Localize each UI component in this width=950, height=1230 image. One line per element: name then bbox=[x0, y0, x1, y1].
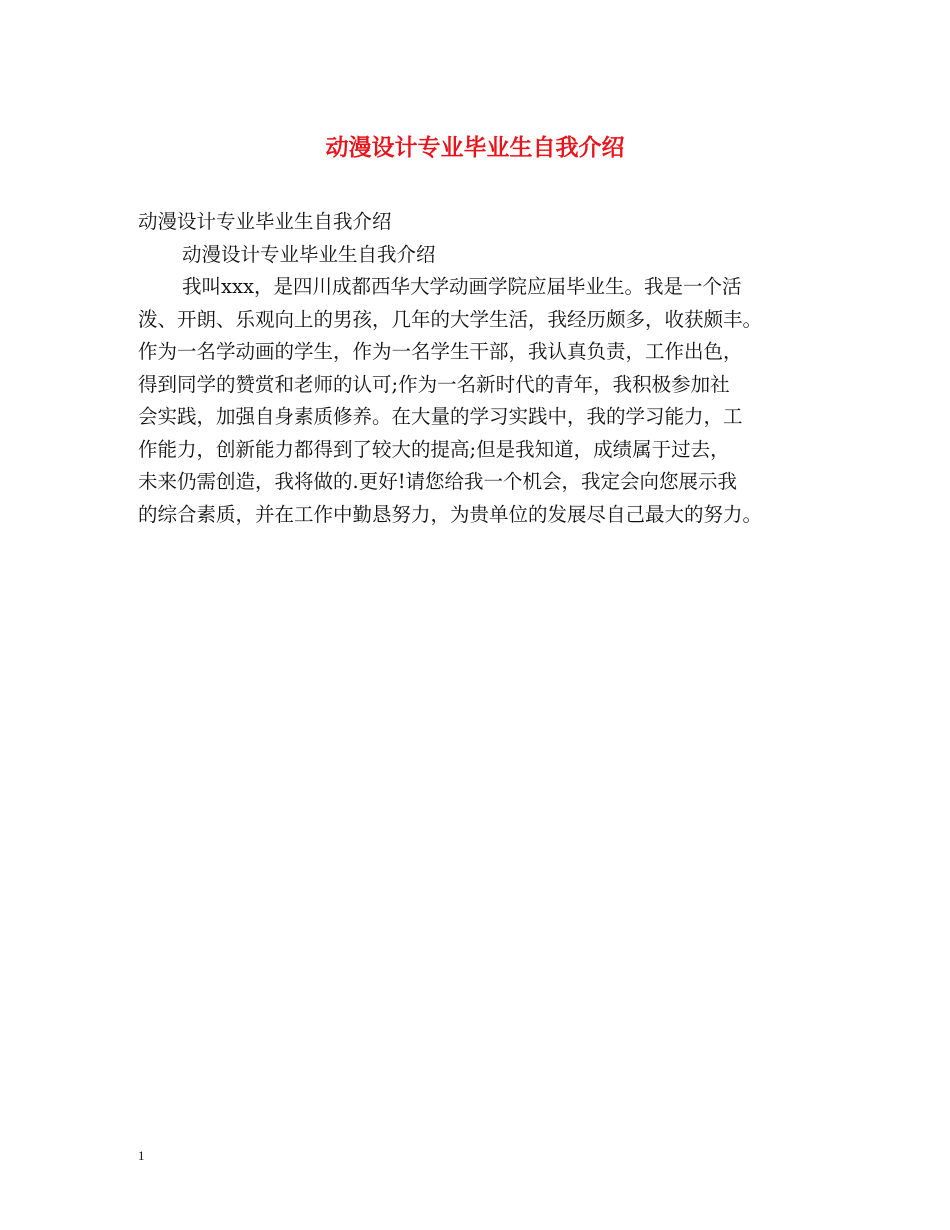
heading-line: 动漫设计专业毕业生自我介绍 bbox=[138, 210, 392, 233]
document-body bbox=[138, 206, 828, 531]
paragraph-line-3: 作为一名学动画的学生，作为一名学生干部，我认真负责，工作出色， bbox=[138, 340, 743, 363]
paragraph-line-6: 作能力，创新能力都得到了较大的提高;但是我知道，成绩属于过去， bbox=[138, 437, 730, 461]
paragraph-line-4: 得到同学的赞赏和老师的认可;作为一名新时代的青年，我积极参加社 bbox=[138, 372, 730, 396]
paragraph-line-5: 会实践，加强自身素质修养。在大量的学习实践中，我的学习能力，工 bbox=[138, 405, 743, 428]
paragraph-line-1: 我叫xxx，是四川成都西华大学动画学院应届毕业生。我是一个活 bbox=[182, 275, 742, 298]
page-number: 1 bbox=[138, 1148, 145, 1163]
paragraph-line-7: 未来仍需创造，我将做的.更好!请您给我一个机会，我定会向您展示我 bbox=[138, 470, 738, 493]
document-title: 动漫设计专业毕业生自我介绍 bbox=[325, 135, 625, 161]
subheading-line: 动漫设计专业毕业生自我介绍 bbox=[182, 242, 436, 266]
paragraph-line-2: 泼、开朗、乐观向上的男孩，几年的大学生活，我经历颇多，收获颇丰。 bbox=[138, 307, 763, 331]
paragraph-line-8: 的综合素质，并在工作中勤恳努力，为贵单位的发展尽自己最大的努力。 bbox=[138, 502, 763, 526]
